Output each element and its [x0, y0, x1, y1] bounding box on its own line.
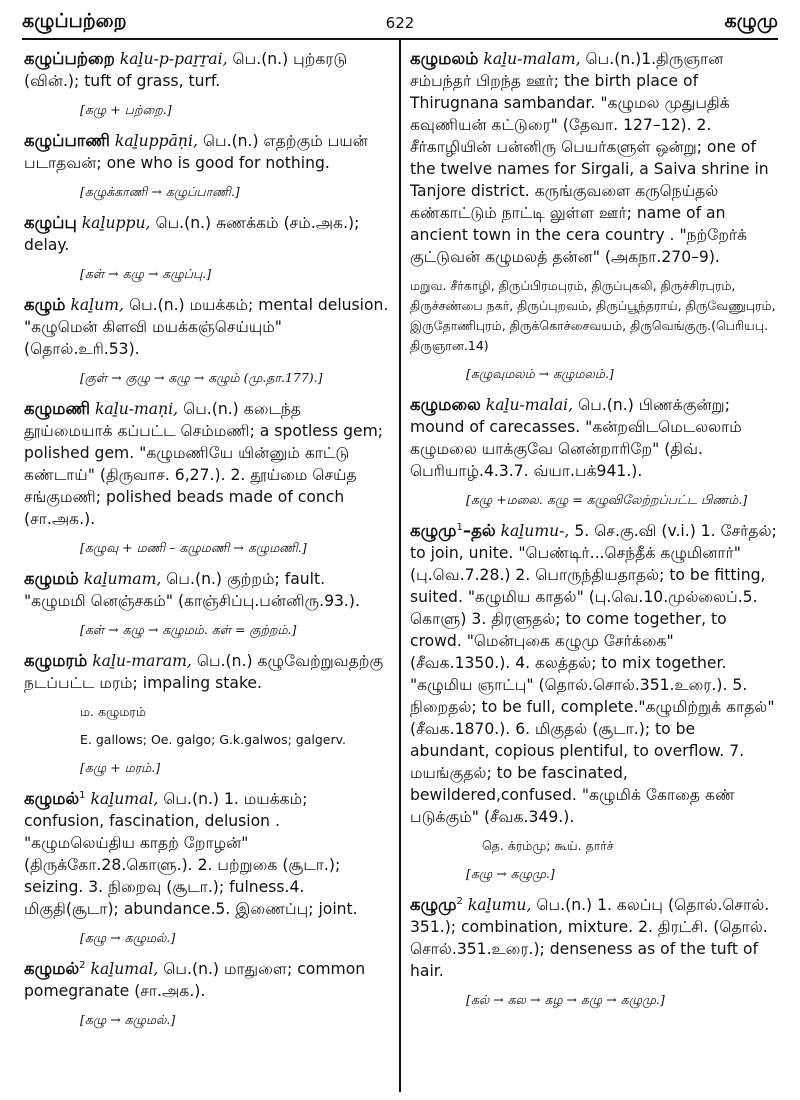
entry	[24, 788, 390, 920]
etymology: [கள் → கழு → கழுமம். கள் = குற்றம்.]	[80, 622, 297, 637]
transliteration: kaḻumal,	[90, 960, 159, 978]
headword-suffix: –தல்	[462, 521, 496, 540]
entry	[410, 894, 778, 982]
entry	[24, 398, 390, 530]
entry	[24, 130, 390, 174]
transliteration: kaḻu-p-paṟṟai,	[119, 50, 228, 68]
transliteration: kaḻumu-,	[500, 522, 570, 540]
entry	[24, 650, 390, 694]
etymology: [கழு + மரம்.]	[80, 760, 161, 775]
transliteration: kaḻuppu,	[81, 214, 151, 232]
column-divider	[399, 40, 401, 1092]
entry	[24, 212, 390, 256]
definition: பெ.(n.) கழுவேற்றுவதற்கு நடப்பட்ட மரம்; impaling stake.	[24, 652, 384, 692]
headword: கழும்	[24, 295, 66, 314]
etymology: [கழுக்காணி → கழுப்பாணி.]	[80, 184, 240, 199]
transliteration: kaḻumal,	[90, 790, 159, 808]
entry	[410, 520, 778, 828]
header-left-guideword: கழுப்பற்றை	[22, 10, 127, 32]
etymology: [கல் → கல → கழ → கழு → கழுமு.]	[466, 992, 665, 1007]
headword: கழுமு	[410, 895, 457, 914]
definition: பெ.(n.) 1. மயக்கம்; confusion, fascination, delusion . "கழுமலெய்திய காதற் றோழன்" (திருக்கோ.28.கொளு.). 2. பற்றுகை (சூடா.); seizing. 3. நிறைவு (சூடா.); fulness.4. மிகுதி(சூடா); abundance.5. இணைப்பு; joint.	[24, 790, 358, 918]
transliteration: kaḻu-malai,	[485, 396, 574, 414]
header-right-guideword: கழுமு	[724, 10, 778, 32]
homonym-number: 1	[79, 789, 86, 801]
headword: கழுமு	[410, 521, 457, 540]
transliteration: kaḻu-maṇi,	[94, 400, 179, 418]
page-header	[22, 8, 778, 40]
etymology: [கழு + பற்றை.]	[80, 102, 172, 117]
transliteration: kaḻu-maram,	[92, 652, 192, 670]
entry	[24, 568, 390, 612]
etymology: [கழு → கழுமு.]	[466, 866, 555, 881]
definition: பெ.(n.) கடைந்த தூய்மையாக் கப்பட்ட செம்மணி; a spotless gem; polished gem. "கழுமணியே யின்னும் காட்டு கண்டாய்" (திருவாச. 6,27.). 2. தூய்மை செய்த சங்குமணி; polished beads made of conch (சா.அக.).	[24, 400, 384, 528]
definition: பெ.(n.) சுணக்கம் (சம்.அக.); delay.	[24, 214, 360, 254]
headword: கழுமணி	[24, 399, 90, 418]
headword: கழுமம்	[24, 569, 79, 588]
transliteration: kaḻu-malam,	[483, 50, 581, 68]
entry	[410, 394, 778, 482]
definition: பெ.(n.) 1. கலப்பு (தொல்.சொல். 351.); combination, mixture. 2. திரட்சி. (தொல். சொல்.351.உரை.); denseness as of the tuft of hair.	[410, 896, 770, 980]
definition: 5. செ.கு.வி (v.i.) 1. சேர்தல்; to join, unite. "பெண்டிர்...செந்தீக் கழுமினார்" (பு.வெ.7.28.) 2. பொருந்தியதாதல்; to be fitting, suited. "கழுமிய காதல்" (பு.வெ.10.முல்லைப்.5. கொளு) 3. திரளுதல்; to come together, to crowd. "மென்புகை கழுமு சேர்க்கை" (சீவக.1350.). 4. கலத்தல்; to mix together. "கழுமிய ஞாட்பு" (தொல்.சொல்.351.உரை.). 5. நிறைதல்; to be full, complete."கழுமிற்றுக் காதல்" (சீவக.1870.). 6. மிகுதல் (சூடா.); to be abundant, copious plentiful, to overflow. 7. மயங்குதல்; to be fascinated, bewildered,confused. "கழுமிக் கோதை கண் படுக்கும்" (சீவக.349.).	[410, 522, 777, 826]
etymology: [கழுவு + மணி – கழுமணி → கழுமணி.]	[80, 540, 307, 555]
transliteration: kaḻumu,	[467, 896, 532, 914]
headword: கழுப்பாணி	[24, 131, 110, 150]
right-column	[410, 48, 778, 1020]
headword: கழுமலை	[410, 395, 481, 414]
etymology: [கழு → கழுமல்.]	[80, 930, 176, 945]
transliteration: kaḻumam,	[83, 570, 162, 588]
homonym-number: 1	[456, 521, 463, 533]
etymology: [கள் → கழு → கழுப்பு.]	[80, 266, 212, 281]
entry	[410, 48, 778, 268]
definition: பெ.(n.)1.திருஞான சம்பந்தர் பிறந்த ஊர்; the birth place of Thirugnana sambandar. "கழுமல முதுபதிக் கவுணியன் கட்டுரை" (தேவா. 127–12). 2. சீர்காழியின் பன்னிரு பெயர்களுள் ஒன்று; one of the twelve names for Sirgali, a Saiva shrine in Tanjore district. கருங்குவளை கருநெய்தல் கண்காட்டும் நாட்டி லுள்ள ஊர்; name of an ancient town in the cera country . "நற்றேர்க் குட்டுவன் கழுமலத் தன்ன" (அகநா.270–9).	[410, 50, 769, 266]
entry	[24, 294, 390, 360]
entry	[24, 48, 390, 92]
page-number: 622	[385, 14, 415, 32]
cognate-note: தெ. க்ரம்மு; கூய். தார்ச்	[482, 838, 614, 853]
transliteration: kaḻuppāṇi,	[114, 132, 198, 150]
synonym-note: மறுவ. சீர்காழி, திருப்பிரமபுரம், திருப்புகலி, திருச்சிரபுரம், திருச்சண்பை நகர், திருப்புறவம், திருப்பூந்தராய், திருவேணுபுரம், இருதோணிபுரம், திருக்கொச்சைவயம், திருவெங்குரு.(பெரியபு. திருஞான.14)	[410, 278, 776, 353]
headword: கழுமலம்	[410, 49, 479, 68]
definition: பெ.(n.) மயக்கம்; mental delusion. "கழுமென் கிளவி மயக்கஞ்செய்யும்" (தொல்.உரி.53).	[24, 296, 389, 358]
headword: கழுமல்	[24, 959, 80, 978]
headword: கழுப்பு	[24, 213, 77, 232]
homonym-number: 2	[456, 895, 463, 907]
definition: பெ.(n.) எதற்கும் பயன் படாதவன்; one who is good for nothing.	[24, 132, 368, 172]
left-column	[24, 48, 390, 1040]
cognate-note: E. gallows; Oe. galgo; G.k.galwos; galgerv.	[80, 732, 347, 747]
cognate-note: ம. கழுமரம்	[80, 704, 146, 719]
definition: பெ.(n.) குற்றம்; fault. "கழுமமி னெஞ்சகம்" (காஞ்சிப்பு.பன்னிரு.93.).	[24, 570, 360, 610]
etymology: [கழு → கழுமல்.]	[80, 1012, 176, 1027]
etymology: [கழுவுமலம் → கழுமலம்.]	[466, 366, 614, 381]
definition: பெ.(n.) புற்கரடு (வின்.); tuft of grass, turf.	[24, 50, 348, 90]
headword: கழுமல்	[24, 789, 80, 808]
definition: பெ.(n.) பிணக்குன்று; mound of carecasses. "கன்றவிடமெடலலாம் கழுமலை யாக்குவே னென்றாரிறே" (திவ். பெரியாழ்.4.3.7. வ்யா.பக்941.).	[410, 396, 742, 480]
entry	[24, 958, 390, 1002]
homonym-number: 2	[79, 959, 86, 971]
definition: பெ.(n.) மாதுளை; common pomegranate (சா.அக.).	[24, 960, 366, 1000]
etymology: [குள் → குழு → கழு → கழும் (மு.தா.177).]	[80, 370, 323, 385]
headword: கழுப்பற்றை	[24, 49, 115, 68]
transliteration: kaḻum,	[70, 296, 124, 314]
etymology: [கழு +மலை. கழு = கழுவிலேற்றப்பட்ட பிணம்.]	[466, 492, 748, 507]
headword: கழுமரம்	[24, 651, 88, 670]
